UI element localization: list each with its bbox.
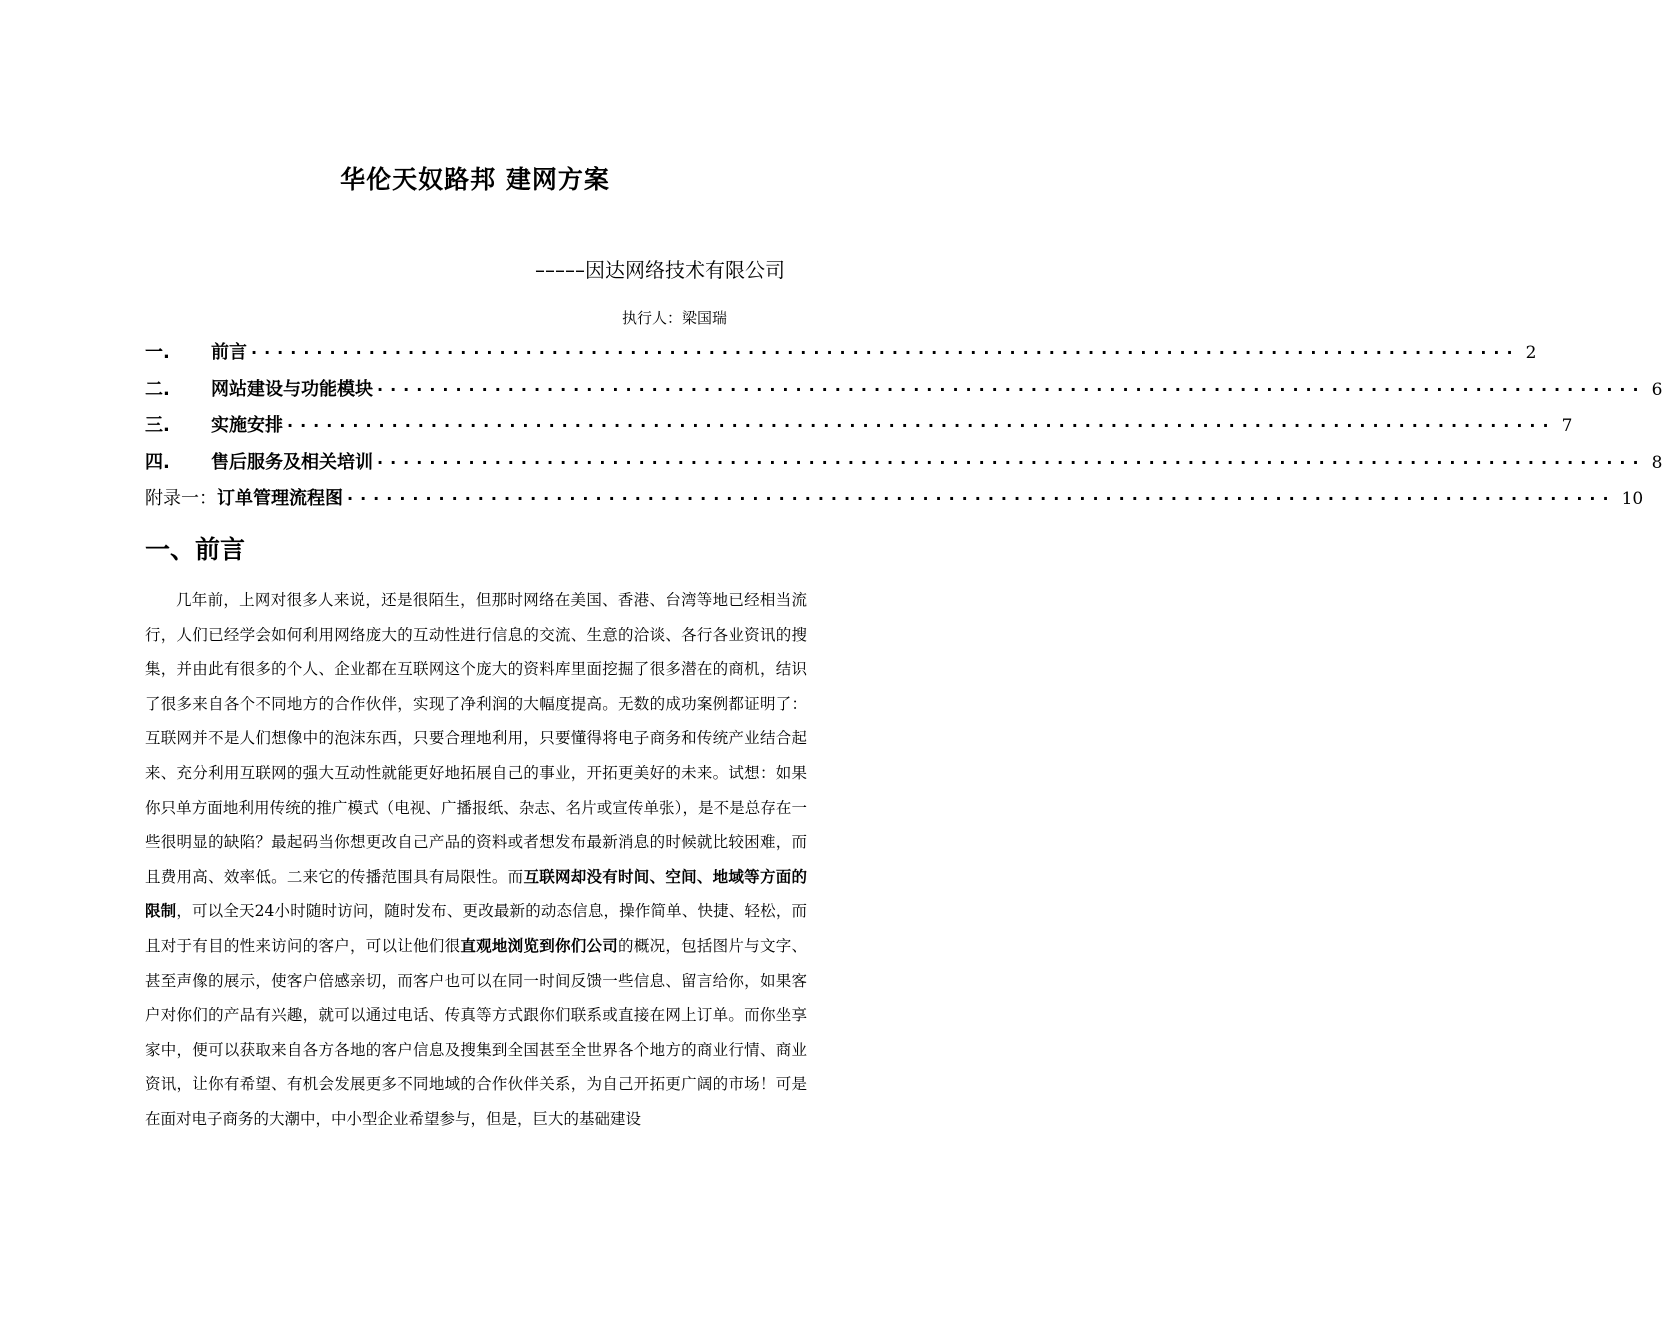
toc-entry-after-sales[interactable] — [145, 448, 1662, 485]
company-name: –––––因达网络技术有限公司 — [535, 258, 785, 282]
toc-entry-label: 前言 — [211, 342, 247, 363]
toc-entry-page: 8 — [1651, 452, 1662, 473]
paragraph-text: ，可以全天24小时随时访问，随时发布、更改最新的动态信息，操作简单、快捷、轻松，而且对于有目的性来访问的客户，可以让他们很 — [145, 902, 807, 955]
toc-entry-label: 售后服务及相关培训 — [211, 451, 373, 473]
table-of-contents — [145, 338, 1662, 521]
toc-entry-number: 三. — [145, 415, 170, 436]
section-heading-preface: 一、前言 — [145, 535, 246, 564]
toc-entry-implementation[interactable] — [145, 411, 1573, 448]
toc-entry-number: 一. — [145, 342, 170, 363]
toc-entry-label: 订单管理流程图 — [217, 488, 343, 509]
toc-leader-dots: ································································································· — [377, 379, 1646, 399]
toc-leader-dots: ································································································· — [251, 343, 1520, 362]
paragraph-text: 几年前，上网对很多人来说，还是很陌生，但那时网络在美国、香港、台湾等地已经相当流行，人们已经学会如何利用网络庞大的互动性进行信息的交流、生意的洽谈、各行各业资讯的搜集，并由此有很多的个人、企业都在互联网这个庞大的资料库里面挖掘了很多潜在的商机，结识了很多来自各个不同地方的合作伙伴，实现了净利润的大幅度提高。无数的成功案例都证明了：互联网并不是人们想像中的泡沫东西，只要合理地利用，只要懂得将电子商务和传统产业结合起来、充分利用互联网的强大互动性就能更好地拓展自己的事业，开拓更美好的未来。试想：如果你只单方面地利用传统的推广模式（电视、广播报纸、杂志、名片或宣传单张），是不是总存在一些很明显的缺陷？最起码当你想更改自己产品的资料或者想发布最新消息的时候就比较困难，而且费用高、效率低。二来它的传播范围具有局限性。而 — [145, 591, 807, 886]
toc-entry-number: 二. — [145, 378, 170, 400]
toc-entry-label: 网站建设与功能模块 — [211, 378, 373, 400]
emphasis-text: 直观地浏览到你们公司 — [460, 936, 619, 955]
toc-leader-dots: ································································································· — [347, 489, 1616, 508]
preface-paragraph — [145, 583, 807, 1137]
toc-entry-label: 实施安排 — [211, 415, 283, 436]
executor-name: 执行人：梁国瑞 — [622, 309, 728, 327]
toc-entry-page: 6 — [1651, 379, 1662, 400]
toc-leader-dots: ································································································· — [377, 452, 1646, 472]
paragraph-text: 的概况，包括图片与文字、甚至声像的展示，使客户倍感亲切，而客户也可以在同一时间反馈一些信息、留言给你，如果客户对你们的产品有兴趣，就可以通过电话、传真等方式跟你们联系或直接在网上订单。而你坐享家中，便可以获取来自各方各地的客户信息及搜集到全国甚至全世界各个地方的商业行情、商业资讯，让你有希望、有机会发展更多不同地域的合作伙伴关系，为自己开拓更广阔的市场！可是在面对电子商务的大潮中，中小型企业希望参与，但是，巨大的基础建设 — [145, 936, 807, 1128]
emphasis-text: 互联网却没有时间、空间、地域等方面的限制 — [145, 867, 807, 921]
toc-entry-number: 附录一： — [145, 488, 217, 509]
toc-entry-page: 2 — [1525, 343, 1537, 363]
toc-entry-preface[interactable] — [145, 338, 1537, 375]
toc-leader-dots: ································································································· — [287, 416, 1556, 435]
toc-entry-number: 四. — [145, 451, 170, 473]
toc-entry-page: 7 — [1561, 416, 1573, 436]
toc-entry-appendix[interactable] — [145, 484, 1644, 521]
toc-entry-website-modules[interactable] — [145, 375, 1662, 412]
toc-entry-page: 10 — [1621, 489, 1644, 509]
document-title: 华伦天奴路邦 建网方案 — [340, 165, 610, 194]
